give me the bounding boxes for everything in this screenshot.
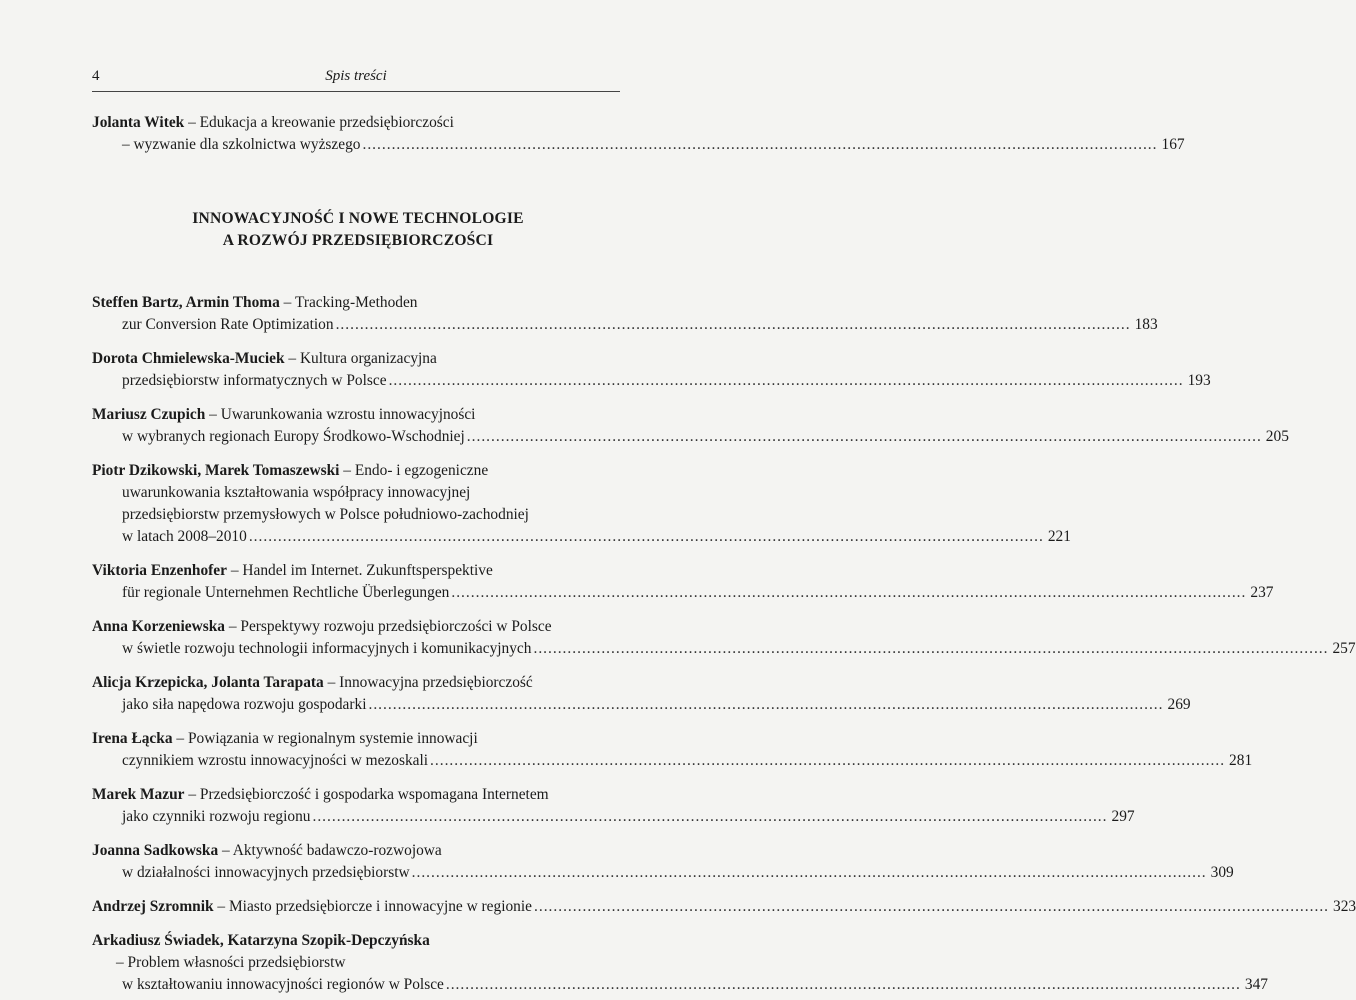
entry-author: Alicja Krzepicka, Jolanta Tarapata [92,674,324,691]
entry-author: Anna Korzeniewska [92,618,225,635]
entry-author: Dorota Chmielewska-Muciek [92,350,285,367]
entry-title-cont: w działalności innowacyjnych przedsiębiorstw [122,864,410,881]
entry-title-cont: jako czynniki rozwoju regionu [122,808,311,825]
entry-title: Edukacja a kreowanie przedsiębiorczości [199,114,454,131]
entry-title-cont: uwarunkowania kształtowania współpracy innowacyjnej [122,484,471,501]
dot-leader: .................................................................................................................................................................... [411,864,1207,881]
entry-page: 347 [1244,976,1268,993]
entry-author: Andrzej Szromnik [92,898,214,915]
entry-page: 257 [1332,640,1356,657]
dot-leader: .................................................................................................................................................................... [312,808,1108,825]
entry-author: Joanna Sadkowska [92,842,219,859]
entry-title-cont: przedsiębiorstw przemysłowych w Polsce południowo-zachodniej [122,506,529,523]
entry-title: Powiązania w regionalnym systemie innowacji [187,730,478,747]
dot-leader: .................................................................................................................................................................... [445,976,1241,993]
entry-title: Przedsiębiorczość i gospodarka wspomagana Internetem [199,786,549,803]
dot-leader: .................................................................................................................................................................... [388,372,1184,389]
entry-title-cont: w wybranych regionach Europy Środkowo-Wschodniej [122,428,465,445]
entry-author: Viktoria Enzenhofer [92,562,227,579]
dot-leader: .................................................................................................................................................................... [430,752,1226,769]
entry-author: Mariusz Czupich [92,406,206,423]
toc-entry: Viktoria Enzenhofer – Handel im Internet. Zukunftsperspektive für regionale Unternehmen Rechtliche Überlegungen .................................................................................................................................................................... 237 [92,560,624,604]
dot-leader: .................................................................................................................................................................... [534,898,1330,915]
entry-page: 193 [1187,372,1211,389]
entry-page: 323 [1333,898,1356,915]
entry-title: Uwarunkowania wzrostu innowacyjności [220,406,476,423]
entry-author: Marek Mazur [92,786,185,803]
dot-leader: .................................................................................................................................................................... [533,640,1329,657]
entry-title: – Problem własności przedsiębiorstw [116,954,346,971]
entry-title-cont: – wyzwanie dla szkolnictwa wyższego [122,136,361,153]
entry-title-cont: jako siła napędowa rozwoju gospodarki [122,696,367,713]
running-title: Spis treści [325,68,387,84]
table-of-contents [92,112,1356,996]
toc-entry [92,930,1268,996]
entry-title: Innowacyjna przedsiębiorczość [339,674,533,691]
entry-title: Aktywność badawczo-rozwojowa [232,842,442,859]
entry-title-cont: w świetle rozwoju technologii informacyjnych i komunikacyjnych [122,640,532,657]
entry-page: 269 [1167,696,1191,713]
entry-page: 183 [1134,316,1158,333]
entry-author: Irena Łącka [92,730,173,747]
dot-leader: .................................................................................................................................................................... [335,316,1131,333]
toc-entry: Jolanta Witek – Edukacja a kreowanie przedsiębiorczości – wyzwanie dla szkolnictwa wyższego .................................................................................................................................................................... 167 [92,112,624,156]
dot-leader: .................................................................................................................................................................... [451,584,1247,601]
entry-title-cont: w latach 2008–2010 [122,528,247,545]
dot-leader: .................................................................................................................................................................... [248,528,1044,545]
entry-page: 167 [1161,136,1185,153]
entry-page: 281 [1229,752,1253,769]
entry-author: Piotr Dzikowski, Marek Tomaszewski [92,462,340,479]
entry-title-cont: przedsiębiorstw informatycznych w Polsce [122,372,387,389]
entry-author: Steffen Bartz, Armin Thoma [92,294,280,311]
toc-entry: Anna Korzeniewska – Perspektywy rozwoju przedsiębiorczości w Polsce w świetle rozwoju technologii informacyjnych i komunikacyjnych .................................................................................................................................................................... 257 [92,616,624,660]
toc-entry: Steffen Bartz, Armin Thoma – Tracking-Methoden zur Conversion Rate Optimization .................................................................................................................................................................... 183 [92,292,624,336]
entry-page: 221 [1047,528,1071,545]
dot-leader: .................................................................................................................................................................... [466,428,1262,445]
entry-page: 309 [1210,864,1234,881]
header-rule [92,91,620,92]
toc-entry: Dorota Chmielewska-Muciek – Kultura organizacyjna przedsiębiorstw informatycznych w Polsce .................................................................................................................................................................... 193 [92,348,624,392]
dot-leader: .................................................................................................................................................................... [362,136,1158,153]
entry-title: Miasto przedsiębiorcze i innowacyjne w regionie [228,898,532,915]
toc-entry: Mariusz Czupich – Uwarunkowania wzrostu innowacyjności w wybranych regionach Europy Środkowo-Wschodniej .................................................................................................................................................................... 205 [92,404,624,448]
running-head [92,68,620,92]
dot-leader: .................................................................................................................................................................... [368,696,1164,713]
entry-title-cont: für regionale Unternehmen Rechtliche Überlegungen [122,584,450,601]
entry-title-cont: zur Conversion Rate Optimization [122,316,334,333]
section-heading: INNOWACYJNOŚĆ I NOWE TECHNOLOGIE A ROZWÓJ PRZEDSIĘBIORCZOŚCI [192,210,524,249]
toc-entry: Joanna Sadkowska – Aktywność badawczo-rozwojowa w działalności innowacyjnych przedsiębiorstw .................................................................................................................................................................... 309 [92,840,624,884]
toc-entry: Alicja Krzepicka, Jolanta Tarapata – Innowacyjna przedsiębiorczość jako siła napędowa rozwoju gospodarki .................................................................................................................................................................... 269 [92,672,624,716]
entry-title: Kultura organizacyjna [299,350,437,367]
entry-title: Endo- i egzogeniczne [354,462,489,479]
entry-title: Perspektywy rozwoju przedsiębiorczości w Polsce [240,618,552,635]
entry-title-cont: w kształtowaniu innowacyjności regionów w Polsce [122,976,444,993]
entry-author: Arkadiusz Świadek, Katarzyna Szopik-Depczyńska [92,932,430,949]
page-number: 4 [92,68,100,84]
entry-page: 237 [1250,584,1274,601]
entry-title: Tracking-Methoden [294,294,418,311]
toc-entry: Marek Mazur – Przedsiębiorczość i gospodarka wspomagana Internetem jako czynniki rozwoju regionu .................................................................................................................................................................... 297 [92,784,624,828]
entry-title-cont: czynnikiem wzrostu innowacyjności w mezoskali [122,752,429,769]
entry-title: Handel im Internet. Zukunftsperspektive [242,562,493,579]
entry-page: 297 [1111,808,1135,825]
entry-author: Jolanta Witek [92,114,185,131]
toc-entry: Andrzej Szromnik – Miasto przedsiębiorcze i innowacyjne w regionie .................................................................................................................................................................... 323 [92,896,624,918]
toc-entry: Piotr Dzikowski, Marek Tomaszewski – Endo- i egzogeniczne uwarunkowania kształtowania współpracy innowacyjnej przedsiębiorstw przemysłowych w Polsce południowo-zachodniej w latach 2008–2010 .................................................................................................................................................................... 221 [92,460,624,548]
entry-page: 205 [1265,428,1289,445]
toc-entry: Irena Łącka – Powiązania w regionalnym systemie innowacji czynnikiem wzrostu innowacyjności w mezoskali .................................................................................................................................................................... 281 [92,728,624,772]
